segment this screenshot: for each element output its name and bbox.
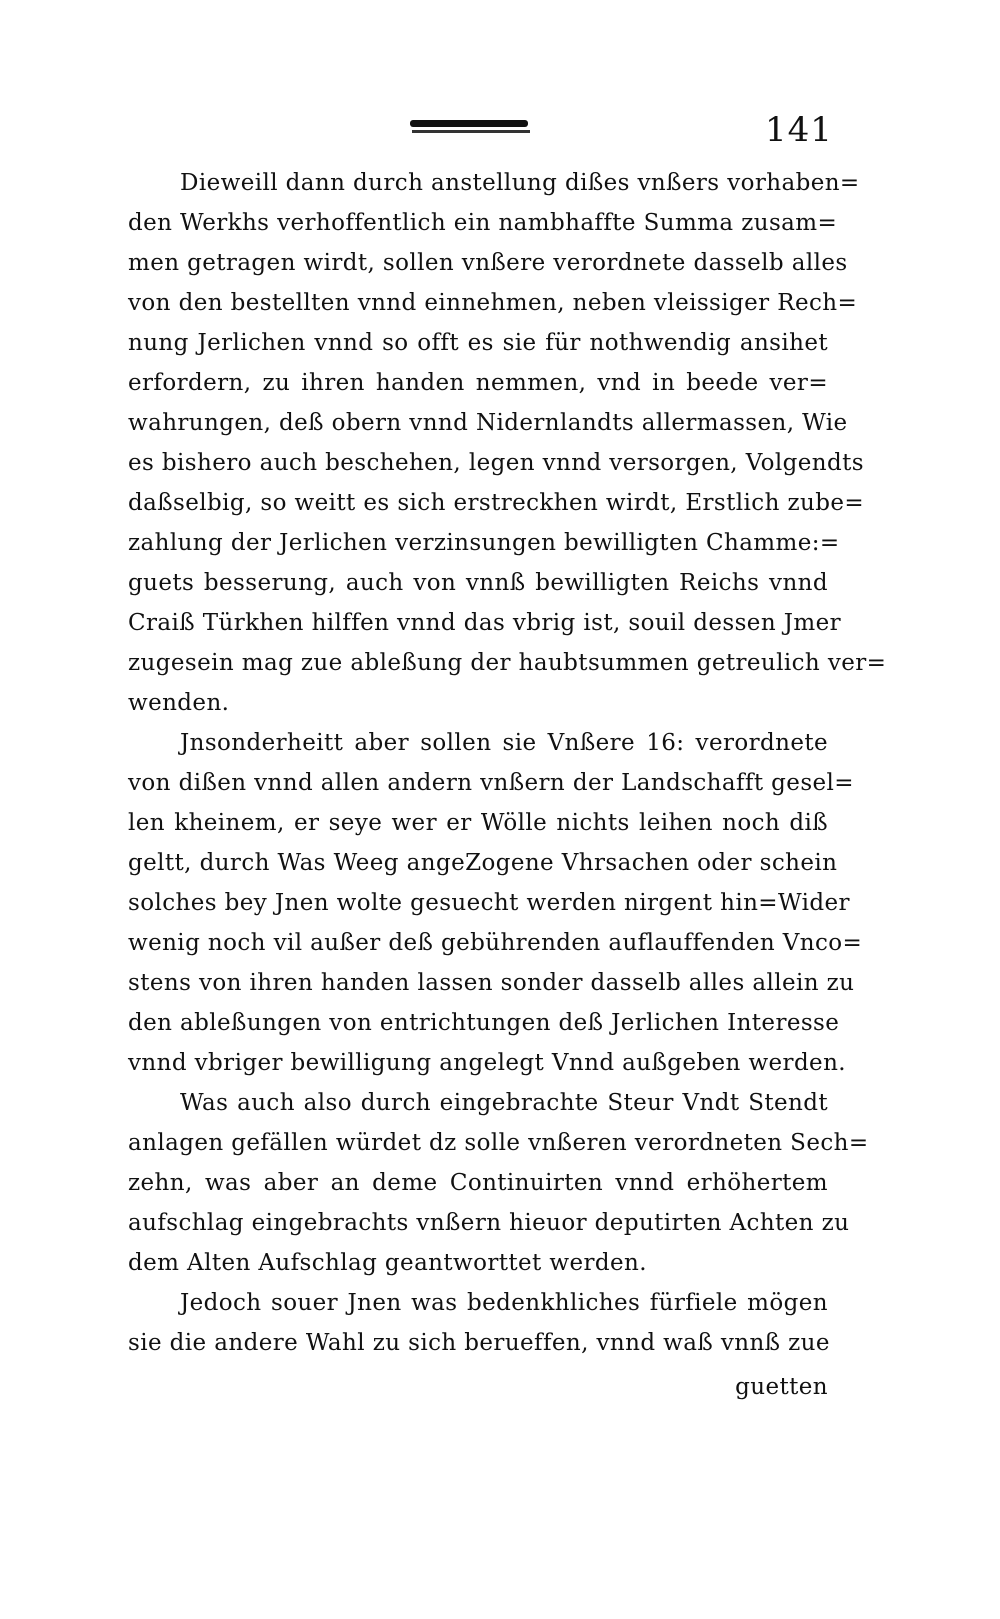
text-line: solches bey Jnen wolte gesuecht werden nirgent hin=Wider xyxy=(128,890,850,916)
text-line: wahrungen, deß obern vnnd Nidernlandts allermassen, Wie xyxy=(128,410,848,436)
text-line: len kheinem, er seye wer er Wölle nichts leihen noch diß xyxy=(128,810,828,836)
text-line: Craiß Türkhen hilffen vnnd das vbrig ist, souil dessen Jmer xyxy=(128,610,841,636)
text-line: wenig noch vil außer deß gebührenden auflauffenden Vnco= xyxy=(128,930,863,956)
text-line: Jnsonderheitt aber sollen sie Vnßere 16: verordnete xyxy=(180,730,828,756)
text-line: erfordern, zu ihren handen nemmen, vnd in beede ver= xyxy=(128,370,828,396)
text-line: den Werkhs verhoffentlich ein nambhaffte Summa zusam= xyxy=(128,210,838,236)
text-line: dem Alten Aufschlag geantworttet werden. xyxy=(128,1250,647,1276)
text-line: Dieweill dann durch anstellung dißes vnßers vorhaben= xyxy=(180,170,860,196)
text-line: sie die andere Wahl zu sich berueffen, vnnd waß vnnß zue xyxy=(128,1330,830,1356)
text-line: zugesein mag zue ableßung der haubtsummen getreulich ver= xyxy=(128,650,887,676)
text-line: von den bestellten vnnd einnehmen, neben vleissiger Rech= xyxy=(128,290,858,316)
text-line: aufschlag eingebrachts vnßern hieuor deputirten Achten zu xyxy=(128,1210,850,1236)
header-ornament xyxy=(410,116,535,136)
text-line: von dißen vnnd allen andern vnßern der Landschafft gesel= xyxy=(128,770,854,796)
text-line: zahlung der Jerlichen verzinsungen bewilligten Chamme:= xyxy=(128,530,840,556)
ornament-rule-thick xyxy=(410,120,528,127)
text-line: es bishero auch beschehen, legen vnnd versorgen, Volgendts xyxy=(128,450,864,476)
text-line: wenden. xyxy=(128,690,230,716)
page-number: 141 xyxy=(765,110,833,150)
text-line: daßselbig, so weitt es sich erstreckhen wirdt, Erstlich zube= xyxy=(128,490,865,516)
text-line: geltt, durch Was Weeg angeZogene Vhrsachen oder schein xyxy=(128,850,838,876)
catchword: guetten xyxy=(735,1374,828,1400)
text-line: Jedoch souer Jnen was bedenkhliches fürfiele mögen xyxy=(180,1290,828,1316)
text-line: anlagen gefällen würdet dz solle vnßeren verordneten Sech= xyxy=(128,1130,869,1156)
text-line: stens von ihren handen lassen sonder dasselb alles allein zu xyxy=(128,970,855,996)
text-line: men getragen wirdt, sollen vnßere verordnete dasselb alles xyxy=(128,250,848,276)
text-line: den ableßungen von entrichtungen deß Jerlichen Interesse xyxy=(128,1010,840,1036)
text-line: zehn, was aber an deme Continuirten vnnd erhöhertem xyxy=(128,1170,828,1196)
text-line: guets besserung, auch von vnnß bewilligten Reichs vnnd xyxy=(128,570,828,596)
text-line: nung Jerlichen vnnd so offt es sie für nothwendig ansihet xyxy=(128,330,828,356)
text-line: Was auch also durch eingebrachte Steur Vndt Stendt xyxy=(180,1090,828,1116)
ornament-rule-thin xyxy=(412,130,530,133)
text-line: vnnd vbriger bewilligung angelegt Vnnd außgeben werden. xyxy=(128,1050,846,1076)
